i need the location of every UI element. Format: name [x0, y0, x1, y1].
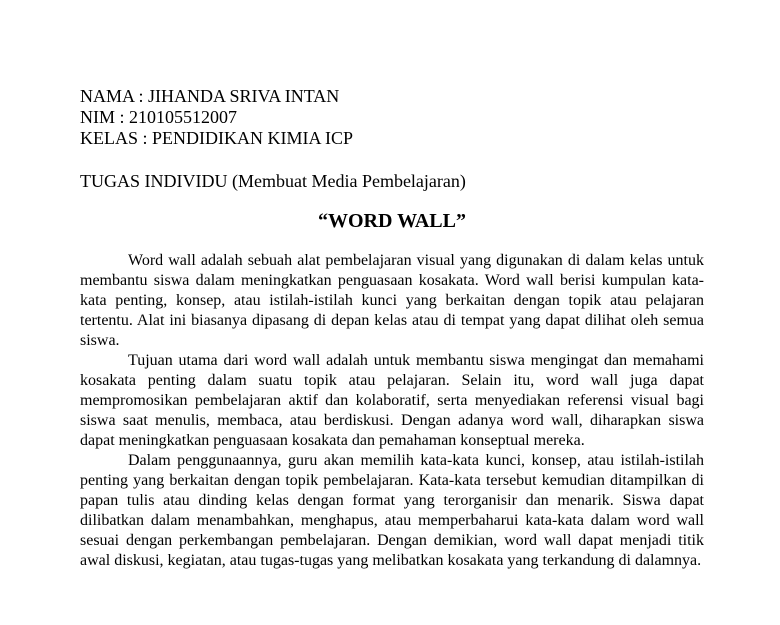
- paragraph: Word wall adalah sebuah alat pembelajaran visual yang digunakan di dalam kelas untuk membantu siswa dalam meningkatkan penguasaan kosakata. Word wall berisi kumpulan kata-kata penting, konsep, atau istilah-istilah kunci yang berkaitan dengan topik atau pelajaran tertentu. Alat ini biasanya dipasang di depan kelas atau di tempat yang dapat dilihat oleh semua siswa.: [80, 252, 704, 349]
- paragraph: Tujuan utama dari word wall adalah untuk membantu siswa mengingat dan memahami kosakata penting dalam suatu topik atau pelajaran. Selain itu, word wall juga dapat mempromosikan pembelajaran aktif dan kolaboratif, serta menyediakan referensi visual bagi siswa saat menulis, membaca, atau berdiskusi. Dengan adanya word wall, diharapkan siswa dapat meningkatkan penguasaan kosakata dan pemahaman konseptual mereka.: [80, 352, 704, 449]
- paragraph: Dalam penggunaannya, guru akan memilih kata-kata kunci, konsep, atau istilah-istilah penting yang berkaitan dengan topik pembelajaran. Kata-kata tersebut kemudian ditampilkan di papan tulis atau dinding kelas dengan format yang terorganisir dan menarik. Siswa dapat dilibatkan dalam menambahkan, menghapus, atau memperbaharui kata-kata dalam word wall sesuai dengan perkembangan pembelajaran. Dengan demikian, word wall dapat menjadi titik awal diskusi, kegiatan, atau tugas-tugas yang melibatkan kosakata yang terkandung di dalamnya.: [80, 452, 704, 569]
- student-class: KELAS : PENDIDIKAN KIMIA ICP: [80, 128, 353, 148]
- assignment-title: TUGAS INDIVIDU (Membuat Media Pembelajaran): [80, 171, 466, 191]
- document-title: “WORD WALL”: [318, 210, 466, 232]
- body-text: [80, 251, 704, 571]
- student-name: NAMA : JIHANDA SRIVA INTAN: [80, 86, 340, 106]
- student-info: [80, 86, 700, 149]
- student-id: NIM : 210105512007: [80, 107, 237, 127]
